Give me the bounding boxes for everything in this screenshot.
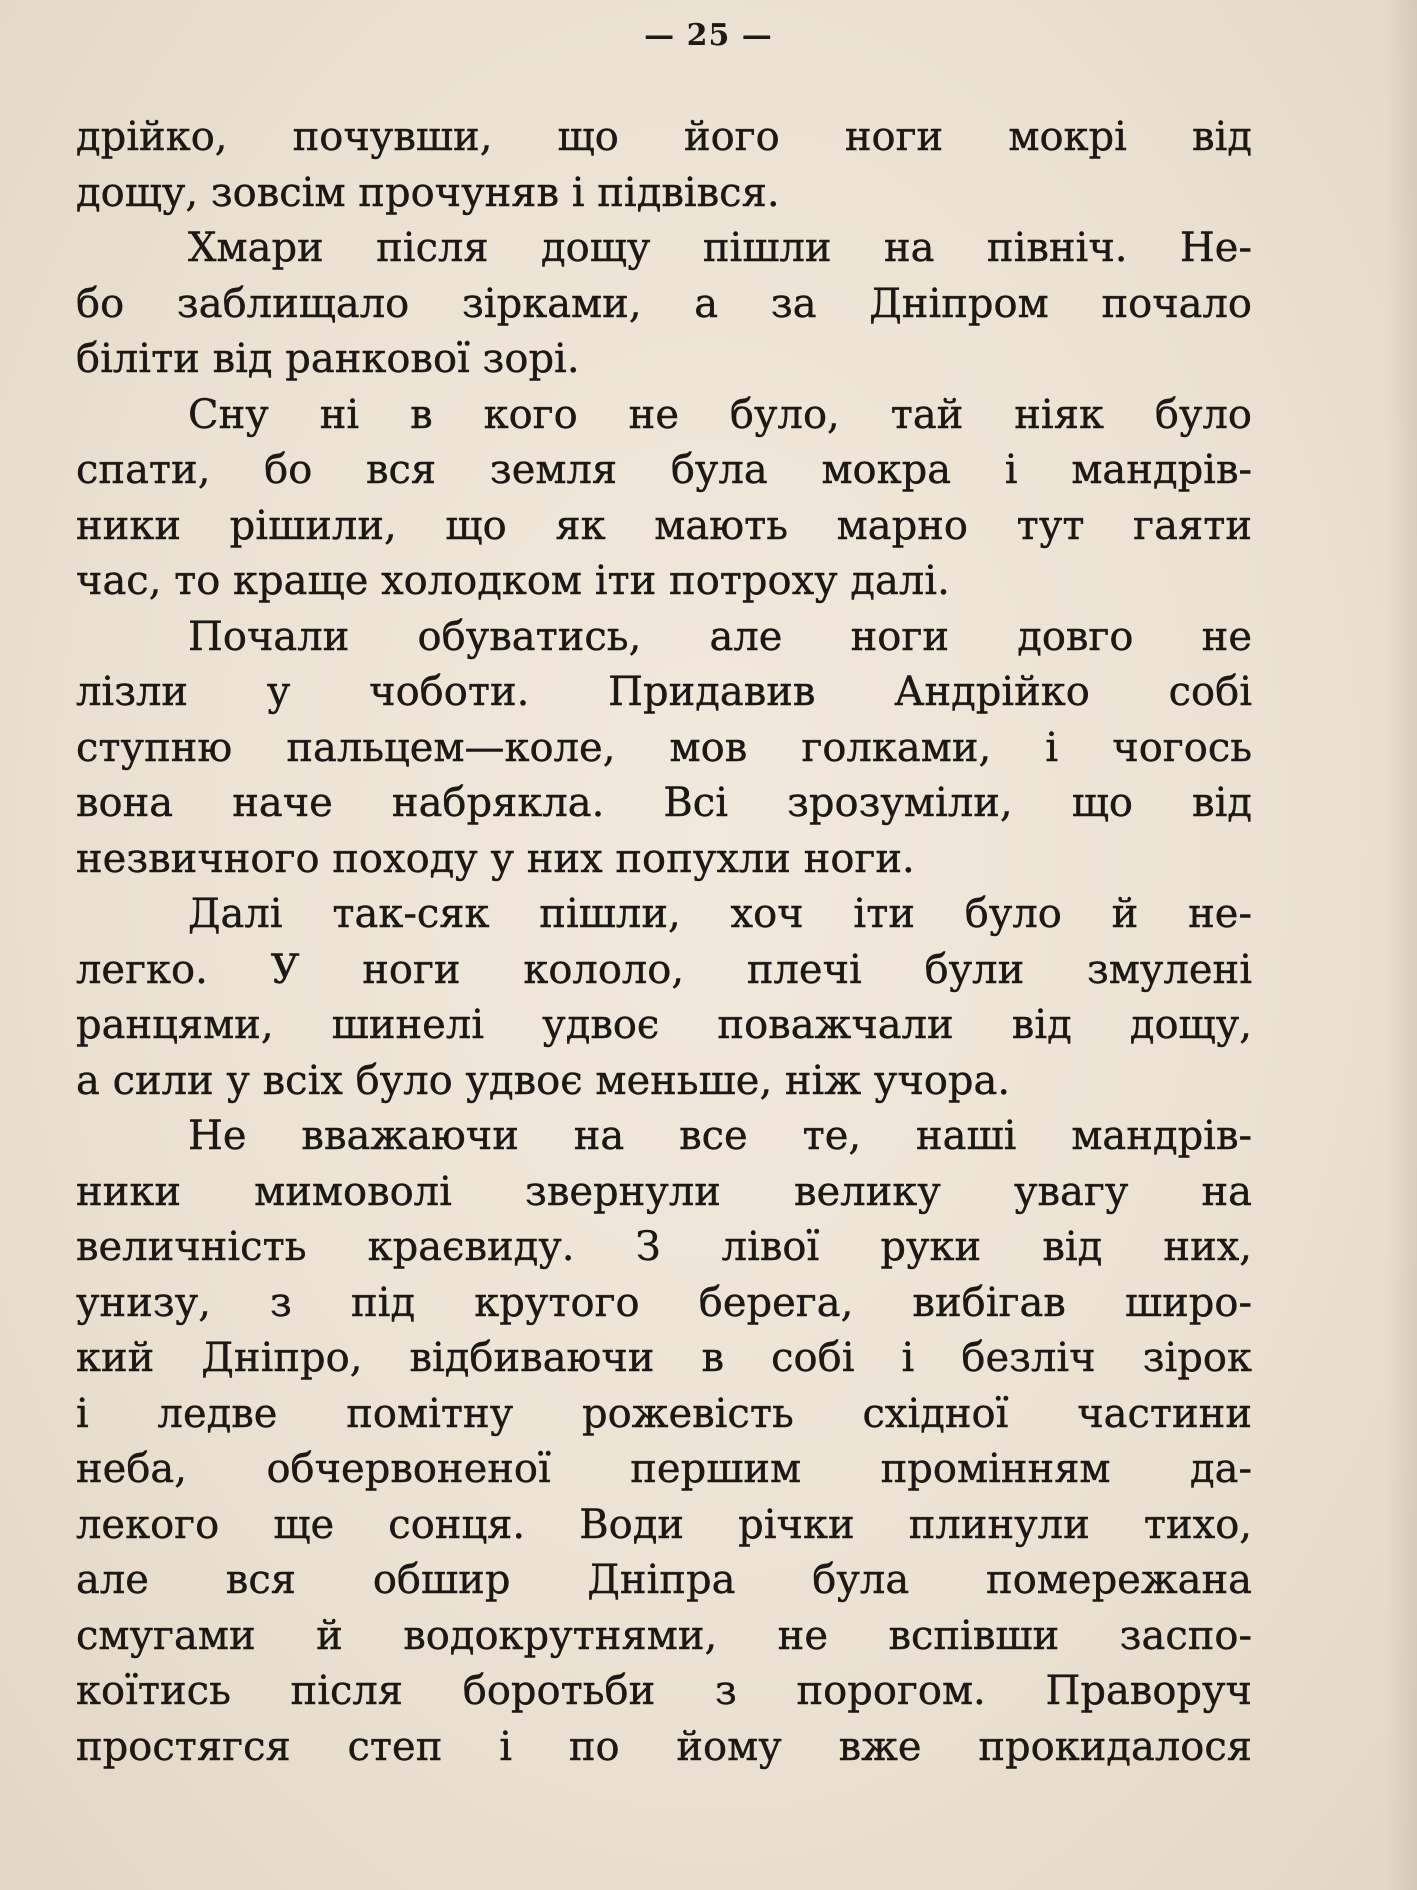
text-line: Не вважаючи на все те, наші мандрів- [188, 1113, 1252, 1159]
text-line: Хмари після дощу пішли на північ. Не- [188, 225, 1252, 271]
text-line: час, то краще холодком іти потроху далі. [76, 558, 950, 604]
text-line: кий Дніпро, відбиваючи в собі і безліч зірок [76, 1335, 1252, 1381]
text-line: вона наче набрякла. Всі зрозуміли, що від [76, 780, 1252, 826]
text-line: ранцями, шинелі удвоє поважчали від дощу, [76, 1002, 1252, 1048]
text-line: Почали обуватись, але ноги довго не [188, 613, 1252, 660]
page-edge-shadow [1387, 0, 1417, 1890]
text-line: біліти від ранкової зорі. [76, 336, 580, 382]
text-line: ники рішили, що як мають марно тут гаяти [76, 502, 1252, 549]
text-line: спати, бо вся земля була мокра і мандрів- [76, 447, 1252, 493]
text-line: Далі так-сяк пішли, хоч іти було й не- [188, 891, 1252, 937]
text-line: неба, обчервоненої першим промінням да- [76, 1446, 1252, 1492]
text-line: величність краєвиду. З лівої руки від них, [76, 1224, 1252, 1270]
text-line: легко. У ноги кололо, плечі були змулені [76, 946, 1252, 993]
text-line: дощу, зовсім прочуняв і підвівся. [76, 169, 780, 216]
text-line: але вся обшир Дніпра була помережана [76, 1557, 1252, 1603]
text-line: бо заблищало зірками, а за Дніпром почало [76, 280, 1252, 327]
body-text [76, 110, 1252, 1775]
text-line: лекого ще сонця. Води річки плинули тихо, [76, 1501, 1252, 1548]
text-line: дрійко, почувши, що його ноги мокрі від [76, 114, 1252, 160]
text-line: унизу, з під крутого берега, вибігав широ- [76, 1279, 1252, 1326]
text-line: незвичного походу у них попухли ноги. [76, 835, 915, 882]
text-line: простягся степ і по йому вже прокидалося [76, 1723, 1252, 1770]
text-line: лізли у чоботи. Придавив Андрійко собі [76, 669, 1252, 715]
text-line: і ледве помітну рожевість східної частини [76, 1390, 1252, 1437]
text-line: коїтись після боротьби з порогом. Праворуч [76, 1668, 1252, 1714]
page-number: — 25 — [644, 18, 773, 53]
text-line: ники мимоволі звернули велику увагу на [76, 1168, 1252, 1215]
text-line: ступню пальцем—коле, мов голками, і чогось [76, 724, 1252, 771]
text-line: смугами й водокрутнями, не вспівши заспо- [76, 1612, 1252, 1659]
text-line: а сили у всіх було удвоє меньше, ніж учора. [76, 1057, 1011, 1104]
text-line: Сну ні в кого не було, тай ніяк було [188, 391, 1252, 438]
